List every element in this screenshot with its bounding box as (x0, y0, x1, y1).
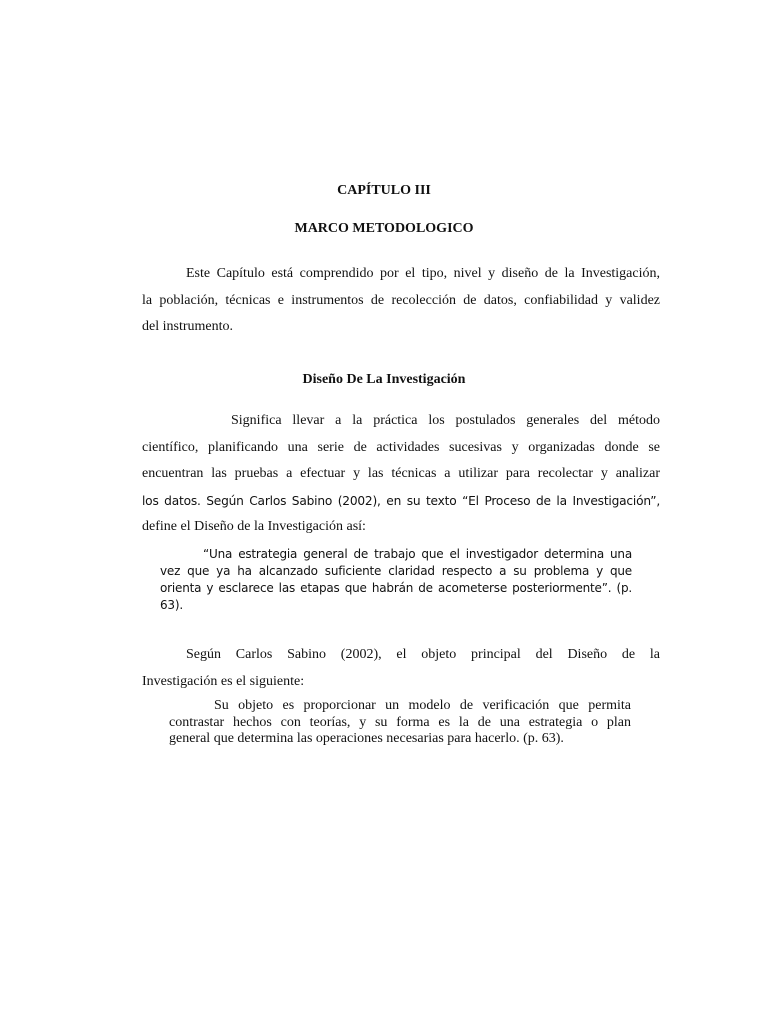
design-line: encuentran las pruebas a efectuar y las técnicas a utilizar para recolectar y analizar (142, 466, 660, 481)
sabino-line: Según Carlos Sabino (2002), el objeto principal del Diseño de la (186, 647, 660, 662)
quote-block-2 (169, 698, 631, 748)
design-line: científico, planificando una serie de actividades sucesivas y organizadas donde se (142, 439, 660, 455)
intro-line: Este Capítulo está comprendido por el tipo, nivel y diseño de la Investigación, (186, 266, 660, 281)
sabino-paragraph (142, 642, 660, 695)
quote2-line: general que determina las operaciones necesarias para hacerlo. (p. 63). (169, 731, 564, 746)
intro-paragraph (142, 261, 660, 341)
quote1-line: vez que ya ha alcanzado suficiente claridad respecto a su problema y que (160, 564, 632, 578)
quote1-line: orienta y esclarece las etapas que habrán de acometerse posteriormente”. (p. (160, 581, 632, 595)
intro-line: la población, técnicas e instrumentos de recolección de datos, confiabilidad y validez (142, 292, 660, 308)
quote1-line: 63). (160, 598, 183, 612)
chapter-title: CAPÍTULO III (337, 183, 431, 198)
section-title: MARCO METODOLOGICO (294, 221, 474, 236)
intro-line: del instrumento. (142, 319, 233, 334)
sabino-line: Investigación es el siguiente: (142, 673, 305, 689)
subheading-diseno: Diseño De La Investigación (302, 372, 466, 387)
quote1-line: “Una estrategia general de trabajo que el investigador determina una (203, 547, 632, 561)
quote2-line: contrastar hechos con teorías, y su forma es la de una estrategia o plan (169, 714, 631, 730)
design-paragraph (142, 408, 660, 541)
design-line: define el Diseño de la Investigación así: (142, 519, 366, 534)
quote-block-1 (160, 546, 632, 614)
design-line: Significa llevar a la práctica los postulados generales del método (231, 413, 660, 428)
quote2-line: Su objeto es proporcionar un modelo de verificación que permita (214, 698, 631, 713)
design-line: los datos. Según Carlos Sabino (2002), en su texto “El Proceso de la Investigación”, (142, 493, 660, 508)
